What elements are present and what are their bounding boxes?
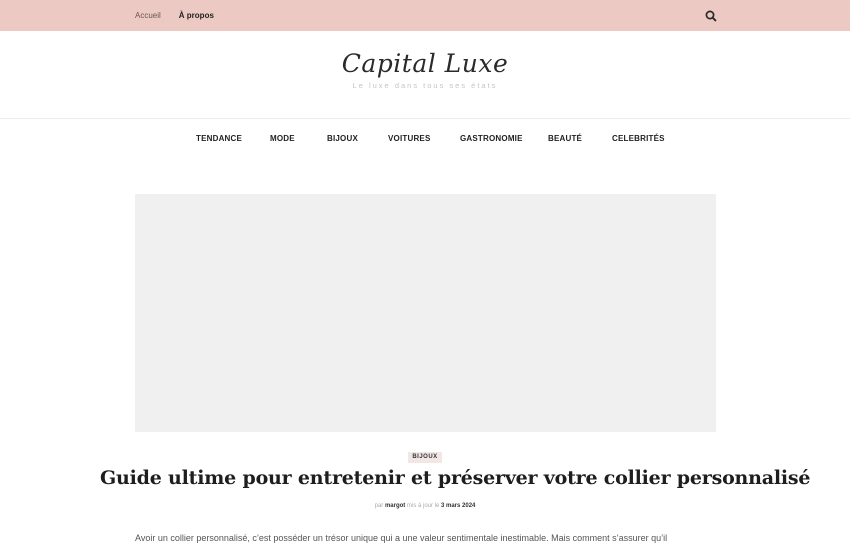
main-nav	[0, 120, 850, 158]
article-excerpt: Avoir un collier personnalisé, c’est posséder un trésor unique qui a une valeur sentimentale inestimable. Mais comment s’assurer qu’il	[135, 533, 668, 543]
featured-image[interactable]	[135, 194, 716, 432]
nav-item-beaute[interactable]: BEAUTÉ	[548, 134, 583, 143]
top-nav	[135, 0, 232, 31]
article-title[interactable]: Guide ultime pour entretenir et préserver votre collier personnalisé	[100, 467, 811, 489]
nav-item-mode[interactable]: MODE	[270, 134, 295, 143]
site-logo[interactable]: Capital Luxe	[341, 49, 509, 78]
search-icon	[704, 9, 718, 23]
search-button[interactable]	[704, 9, 718, 23]
nav-item-tendance[interactable]: TENDANCE	[196, 134, 243, 143]
top-bar	[0, 0, 850, 31]
nav-item-voitures[interactable]: VOITURES	[388, 134, 431, 143]
article-meta	[0, 503, 850, 509]
meta-by-label: par	[374, 503, 384, 509]
meta-updated-label: mis à jour le	[406, 503, 440, 509]
nav-item-bijoux[interactable]: BIJOUX	[327, 134, 358, 143]
nav-item-celebrites[interactable]: CELEBRITÉS	[612, 134, 665, 143]
site-header	[0, 31, 850, 119]
article-date: 3 mars 2024	[441, 503, 476, 509]
category-badge[interactable]: BIJOUX	[408, 452, 442, 463]
author-link[interactable]: margot	[384, 503, 406, 509]
top-nav-about-link[interactable]: À propos	[178, 11, 214, 20]
site-tagline: Le luxe dans tous ses états	[352, 81, 498, 90]
top-nav-home-link[interactable]: Accueil	[135, 11, 161, 20]
nav-item-gastronomie[interactable]: GASTRONOMIE	[460, 134, 523, 143]
